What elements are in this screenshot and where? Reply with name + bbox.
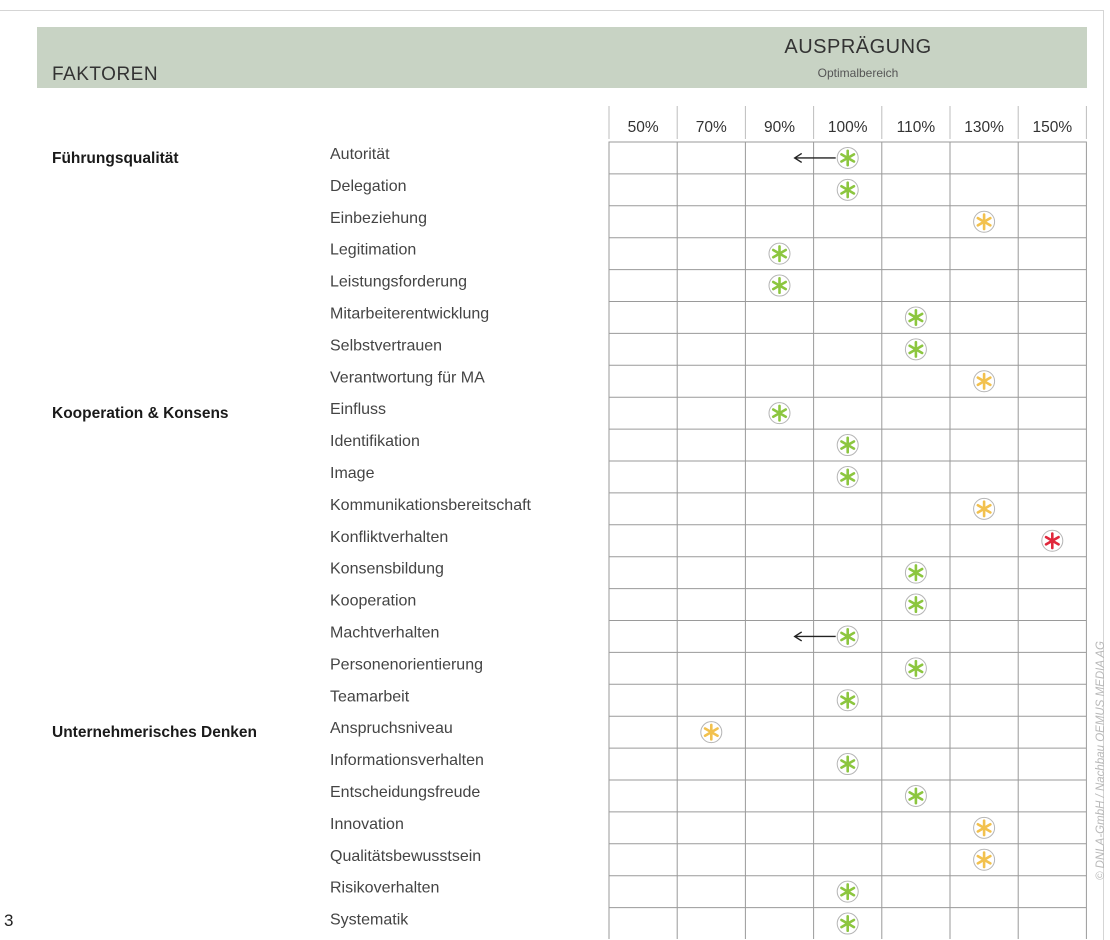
- asterisk-circle-icon: [905, 307, 926, 328]
- asterisk-circle-icon: [905, 594, 926, 615]
- factor-label: Kooperation: [330, 592, 417, 610]
- factor-label: Autorität: [330, 145, 390, 163]
- grid-border: [609, 142, 1086, 939]
- header-optimalbereich: Optimalbereich: [817, 66, 899, 80]
- asterisk-circle-icon: [837, 466, 858, 487]
- asterisk-circle-icon: [837, 690, 858, 711]
- column-label: 50%: [627, 119, 659, 136]
- asterisk-circle-icon: [1042, 530, 1063, 551]
- asterisk-circle-icon: [837, 435, 858, 456]
- factor-label: Systematik: [330, 911, 409, 929]
- header-faktoren: FAKTOREN: [52, 64, 159, 85]
- asterisk-circle-icon: [974, 211, 995, 232]
- asterisk-circle-icon: [837, 179, 858, 200]
- column-label: 150%: [1032, 119, 1073, 136]
- asterisk-circle-icon: [905, 562, 926, 583]
- asterisk-circle-icon: [837, 147, 858, 168]
- factor-label: Informationsverhalten: [330, 752, 484, 770]
- header-auspraegung: AUSPRÄGUNG: [784, 36, 932, 58]
- asterisk-circle-icon: [837, 881, 858, 902]
- factor-label: Selbstvertrauen: [330, 337, 443, 355]
- asterisk-circle-icon: [837, 913, 858, 934]
- asterisk-circle-icon: [974, 371, 995, 392]
- asterisk-circle-icon: [769, 275, 790, 296]
- factor-label: Personenorientierung: [330, 656, 483, 674]
- factor-label: Innovation: [330, 815, 404, 833]
- factor-label: Qualitätsbewusstsein: [330, 847, 482, 865]
- group-label: Kooperation & Konsens: [52, 405, 229, 423]
- asterisk-circle-icon: [769, 243, 790, 264]
- asterisk-circle-icon: [974, 849, 995, 870]
- column-label: 70%: [695, 119, 727, 136]
- asterisk-circle-icon: [974, 498, 995, 519]
- asterisk-circle-icon: [905, 339, 926, 360]
- factor-label: Legitimation: [330, 241, 417, 259]
- asterisk-circle-icon: [974, 817, 995, 838]
- factor-label: Kommunikationsbereitschaft: [330, 496, 531, 514]
- factor-label: Mitarbeiterentwicklung: [330, 305, 490, 323]
- factor-label: Teamarbeit: [330, 688, 410, 706]
- asterisk-circle-icon: [837, 754, 858, 775]
- asterisk-circle-icon: [905, 658, 926, 679]
- column-label: 90%: [763, 119, 796, 136]
- asterisk-circle-icon: [701, 722, 722, 743]
- factor-label: Machtverhalten: [330, 624, 440, 642]
- copyright-notice: © DNLA-GmbH / Nachbau OEMUS MEDIA AG: [1095, 641, 1107, 880]
- column-label: 130%: [964, 119, 1004, 136]
- group-label: Unternehmerisches Denken: [52, 724, 258, 742]
- factor-label: Verantwortung für MA: [330, 369, 485, 387]
- factor-label: Risikoverhalten: [330, 879, 440, 897]
- factor-label: Delegation: [330, 177, 407, 195]
- column-label: 100%: [827, 119, 868, 136]
- factor-label: Konfliktverhalten: [330, 528, 449, 546]
- factor-label: Anspruchsniveau: [330, 720, 453, 738]
- factor-label: Konsensbildung: [330, 560, 444, 578]
- page-number: 3: [4, 911, 14, 930]
- asterisk-circle-icon: [837, 626, 858, 647]
- asterisk-circle-icon: [769, 403, 790, 424]
- asterisk-circle-icon: [905, 785, 926, 806]
- factor-label: Leistungsforderung: [330, 273, 467, 291]
- column-label: 110%: [896, 119, 936, 136]
- group-label: Führungsqualität: [52, 149, 179, 167]
- factor-label: Einfluss: [330, 401, 387, 419]
- factor-label: Image: [330, 464, 375, 482]
- factor-label: Identifikation: [330, 433, 420, 451]
- factor-label: Einbeziehung: [330, 209, 427, 227]
- factor-label: Entscheidungsfreude: [330, 783, 481, 801]
